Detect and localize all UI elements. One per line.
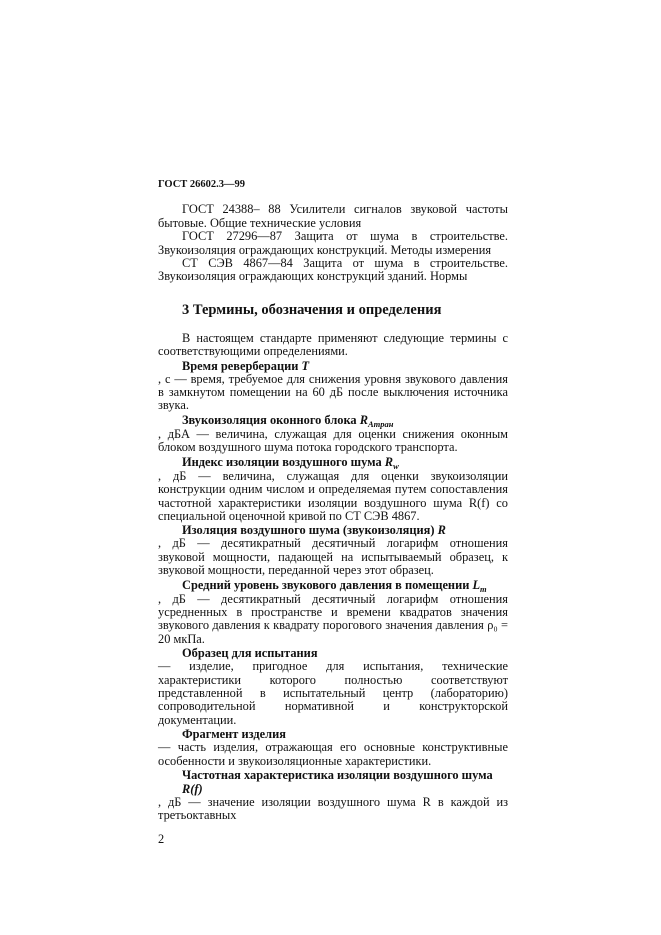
term-body: — часть изделия, отражающая его основные конструктивные особенности и звукоизоляционные характеристики. [158, 740, 508, 768]
intro-paragraph: В настоящем стандарте применяют следующие термины с соответствующими определениями. [158, 330, 508, 359]
term-name: Изоляция воздушного шума (звукоизоляция) [182, 523, 438, 538]
terms-list [158, 359, 508, 823]
term-definition [158, 413, 508, 455]
running-header: ГОСТ 26602.3—99 [158, 179, 246, 190]
term-subscript: Атран [367, 418, 394, 429]
term-name: Индекс изоляции воздушного шума [182, 454, 385, 469]
term-body: , дБА — величина, служащая для оценки снижения оконным блоком воздушного шума потока городского транспорта. [158, 426, 508, 455]
term-name: Частотная характеристика изоляции воздушного шума [182, 768, 493, 782]
term-symbol: T [301, 358, 310, 373]
term-heading [158, 523, 508, 537]
term-body: , дБ — значение изоляции воздушного шума R в каждой из третьоктавных [158, 795, 508, 823]
term-body: — изделие, пригодное для испытания, технические характеристики которого полностью соответствуют представленной в испытательный центр (лабораторию) сопроводительной нормативной и конструкторской документации. [158, 659, 508, 727]
term-body: , дБ — величина, служащая для оценки звукоизоляции конструкции одним числом и определяемая путем сопоставления частотной характеристики изоляции воздушного шума R(f) со специальной оценочной кривой по СТ СЭВ 4867. [158, 468, 508, 523]
term-subscript: w [393, 460, 399, 471]
term-heading [158, 413, 508, 428]
term-heading [158, 578, 508, 593]
reference-item: СТ СЭВ 4867—84 Защита от шума в строительстве. Звукоизоляция ограждающих конструкций зданий. Нормы [158, 256, 508, 284]
term-name: Время реверберации [182, 358, 302, 373]
term-definition [158, 359, 508, 413]
document-page [158, 178, 508, 846]
term-definition [158, 523, 508, 577]
term-subscript: m [480, 583, 487, 594]
term-heading [158, 359, 508, 373]
reference-item: ГОСТ 24388– 88 Усилители сигналов звуковой частоты бытовые. Общие технические условия [158, 202, 508, 230]
page-number: 2 [158, 831, 165, 846]
term-body: , дБ — десятикратный десятичный логарифм отношения звуковой мощности, падающей на испытываемый образец, к звуковой мощности, переданной через этот образец. [158, 536, 508, 578]
term-symbol: R [359, 412, 368, 427]
term-heading [158, 455, 508, 470]
term-name: Фрагмент изделия [182, 727, 286, 742]
term-definition [158, 646, 508, 727]
term-symbol: R(f) [182, 782, 203, 796]
term-name: Звукоизоляция оконного блока [182, 412, 360, 427]
reference-item: ГОСТ 27296—87 Защита от шума в строительстве. Звукоизоляция ограждающих конструкций. Методы измерения [158, 229, 508, 257]
term-definition [158, 578, 508, 647]
term-body: , дБ — десятикратный десятичный логарифм отношения усредненных в пространстве и времени квадратов значения звукового давления к квадрату порогового значения давления ρ₀ = 20 мкПа. [158, 591, 508, 646]
term-heading [158, 646, 508, 660]
term-name: Образец для испытания [182, 646, 318, 661]
term-name: Средний уровень звукового давления в помещении [182, 577, 473, 592]
term-heading [158, 727, 508, 741]
term-definition [158, 768, 508, 823]
term-heading [158, 768, 508, 796]
section-title: 3 Термины, обозначения и определения [182, 301, 442, 318]
term-symbol: L [472, 577, 481, 592]
term-definition [158, 455, 508, 524]
term-symbol: R [437, 523, 446, 538]
term-body: , с — время, требуемое для снижения уровня звукового давления в замкнутом помещении на 60 дБ после выключения источника звука. [158, 371, 508, 413]
term-definition [158, 727, 508, 768]
term-symbol: R [384, 454, 394, 469]
